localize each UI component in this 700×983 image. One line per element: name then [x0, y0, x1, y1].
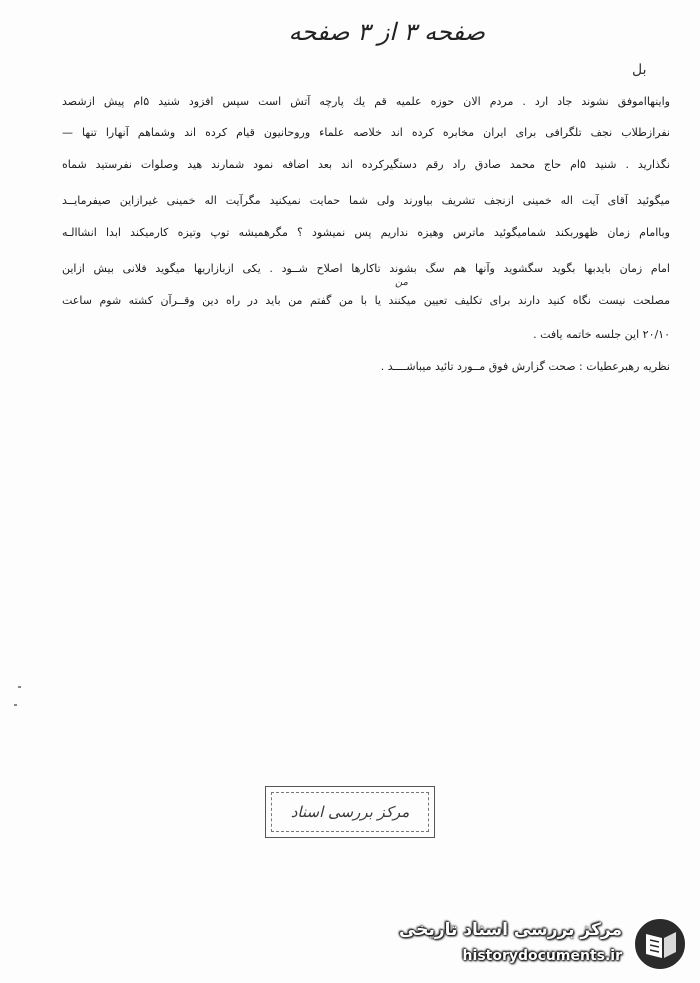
archive-stamp-text: مرکز بررسی اسناد: [271, 792, 429, 832]
watermark: [398, 916, 688, 976]
handwritten-insertion: من: [395, 277, 408, 288]
watermark-title: مرکز بررسی اسناد تاریخی: [399, 920, 622, 940]
report-line-1: واینهااموفق نشوند جاد ارد . مردم الان حوزه علمیه قم یك پارچه آتش است سپس افزود شنید ۵ام پیش ازشصد: [62, 95, 670, 108]
report-line-5: وباامام زمان ظهوربکند شمامیگوئید ماترس وهیزه نداریم پس نمیشود ؟ مگرهمیشه توپ وتیزه کارمیکند ابدا انشاالـه: [62, 226, 670, 239]
watermark-url: historydocuments.ir: [462, 948, 622, 964]
margin-speck: [14, 704, 17, 706]
document-archive-logo-icon: [632, 916, 688, 972]
report-line-3: نگذارید . شنید ۵ام حاج محمد صادق راد رقم دستگیرکرده اند بعد اضافه نمود شمارند هید وصلوات نفرستید شماه: [62, 158, 670, 171]
report-line-7: مصلحت نیست نگاه کنید دارند برای تکلیف تعیین میکنند یا با من گفتم من باید در راه دین وقــرآن کشته شوم ساعت: [62, 294, 670, 307]
margin-speck: [18, 686, 21, 688]
margin-mark: بل: [632, 62, 647, 78]
report-line-8: ۲۰/۱۰ این جلسه خاتمه یافت .: [533, 328, 670, 341]
archive-stamp: [265, 786, 435, 838]
report-line-6: امام زمان بایدبها بگوید سگشوید وآنها هم سگ بشوند تاکارها اصلاح شــود . یکی ازبازاریها میگوید فلانی بیش ازاین: [62, 262, 670, 275]
report-footnote-line: نظریه رهبرعطیات : صحت گزارش فوق مــورد تائید میباشــــد .: [380, 360, 670, 373]
report-line-2: نفرازطلاب نجف تلگرافی برای ایران مخابره کرده اند خلاصه علماء وروحانیون قیام کرده اند وشماهم آنهارا تنها —: [62, 126, 670, 139]
handwritten-page-note: صفحه ۳ از ۳ صفحه: [288, 18, 485, 46]
report-line-4: میگوئید آقای آیت اله خمینی ازنجف تشریف بیاورند ولی شما حمایت نمیکنید مگرآیت اله خمینی غیرازاین صیفرمایــد: [62, 194, 670, 207]
